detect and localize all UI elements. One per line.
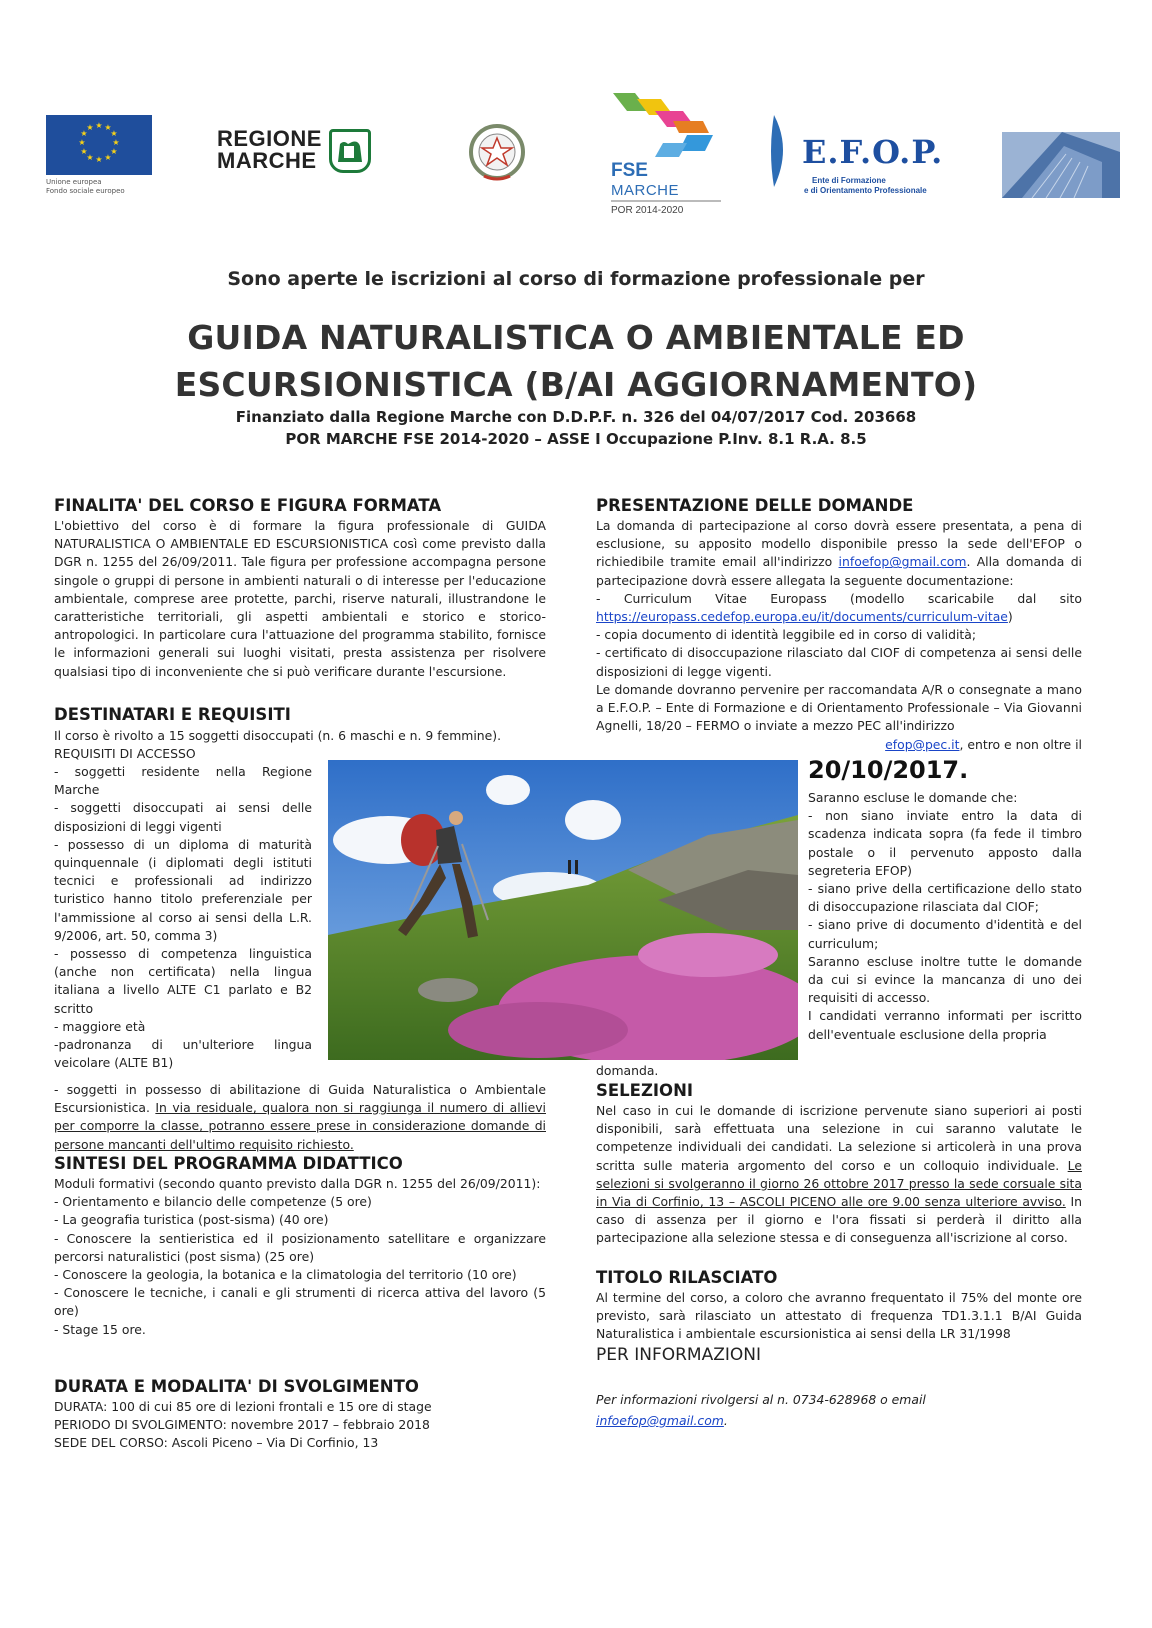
esclusioni-title: Saranno escluse le domande che: (808, 790, 1018, 805)
presentazione-p1-end: . Alla domanda di partecipazione dovrà essere allegata la seguente documentazione: (596, 554, 1082, 588)
presentazione-body (596, 517, 1082, 735)
regione-line2: MARCHE (217, 148, 317, 173)
eu-caption-line2: Fondo sociale europeo (46, 187, 125, 195)
europass-link[interactable]: https://europass.cedefop.europa.eu/it/documents/curriculum-vitae (596, 609, 1008, 625)
durata-body (54, 1398, 554, 1453)
documento-1-close: ) (1007, 609, 1013, 625)
requisiti-title: REQUISITI DI ACCESSO (54, 746, 196, 761)
destinatari-intro: Il corso è rivolto a 15 soggetti disoccupati (n. 6 maschi e n. 9 femmine). (54, 728, 502, 743)
esclusioni-list (808, 789, 1082, 1044)
email-link[interactable]: infoefop@gmail.com (838, 554, 967, 570)
regione-marche-logo (217, 128, 322, 172)
requisito-2: - soggetti disoccupati ai sensi delle disposizioni di leggi vigenti (54, 800, 312, 834)
funding-line2: POR MARCHE FSE 2014-2020 – ASSE I Occupazione P.Inv. 8.1 R.A. 8.5 (285, 430, 867, 448)
requisito-6: -padronanza di un'ulteriore lingua veicolare (ALTE B1) (54, 1037, 312, 1071)
efop-sub2: e di Orientamento Professionale (804, 186, 927, 195)
fse-title: FSE (611, 160, 648, 181)
presentazione-p2: Le domande dovranno pervenire per raccomandata A/R o consegnate a mano a E.F.O.P. – Ente di Formazione e di Orientamento Professionale – Via Giovanni Agnelli, 18/20 – FERMO o inviate a mezzo PEC all'indirizzo (596, 681, 1082, 734)
selezioni-date-note: Le selezioni si svolgeranno il giorno 26 ottobre 2017 presso la sede corsuale sita in Via di Corfinio, 13 – ASCOLI PICENO alle ore 9.00 senza ulteriore avviso. (596, 1157, 1082, 1210)
esclusione-5: I candidati verranno informati per iscritto dell'eventuale esclusione della propria (808, 1008, 1082, 1042)
finalita-text: L'obiettivo del corso è di formare la figura professionale di GUIDA NATURALISTICA O AMBIENTALE ED ESCURSIONISTICA così come previsto dalla DGR n. 1255 del 26/09/2011. Tale figura per professione accompagna persone singole o gruppi di persone in ambienti naturali o di interesse per l'educazione ambientale, comprese aree protette, parchi, riserve naturali, illustrandone le caratteristiche territoriali, gli aspetti ambientali e storico e storico-antropologici. In particolare cura l'attuazione del programma stabilito, fornisce le informazioni generali sui luoghi visitati, presta assistenza per risolvere qualsiasi tipo di inconveniente che si può verificare durante l'escursione. (54, 518, 546, 679)
durata-line2: PERIODO DI SVOLGIMENTO: novembre 2017 – febbraio 2018 (54, 1417, 430, 1433)
pec-line (808, 736, 1082, 754)
esclusione-1: - non siano inviate entro la data di scadenza indicata sopra (fa fede il timbro postale o il pervenuto apposto dalla segreteria EFOP) (808, 808, 1082, 878)
presentazione-p1: La domanda di partecipazione al corso dovrà essere presentata, a pena di esclusione, su apposito modello disponibile presso la sede dell'EFOP o richiedibile tramite email all'indirizzo (596, 518, 1082, 570)
svg-text:★: ★ (95, 155, 103, 164)
building-logo-icon (1002, 132, 1120, 198)
requisito-7-note: In via residuale, qualora non si raggiunga il numero di allievi per comporre la classe, potranno essere prese in considerazione domande di persone mancanti dell'ultimo requisito richiesto. (54, 1100, 546, 1152)
svg-text:★: ★ (80, 147, 88, 156)
course-title-line2: ESCURSIONISTICA (B/AI AGGIORNAMENTO) (174, 365, 978, 404)
documento-2: - copia documento di identità leggibile ed in corso di validità; (596, 627, 977, 643)
esclusione-4: Saranno escluse inoltre tutte le domande da cui si evince la mancanza di uno dei requisiti di accesso. (808, 953, 1082, 1006)
modulo-item: - Conoscere la geologia, la botanica e la climatologia del territorio (10 ore) (54, 1267, 517, 1283)
funding-line1: Finanziato dalla Regione Marche con D.D.P.F. n. 326 del 04/07/2017 Cod. 203668 (235, 408, 917, 426)
durata-heading: DURATA E MODALITA' DI SVOLGIMENTO (54, 1377, 419, 1396)
destinatari-heading: DESTINATARI E REQUISITI (54, 705, 291, 724)
titolo-text: Al termine del corso, a coloro che avranno frequentato il 75% del monte ore previsto, sarà rilasciato un attestato di frequenza TD1.3.1.1 B/AI Guida Naturalistica i ambientale escursionistica ai sensi della LR 31/1998 (596, 1290, 1082, 1342)
requisito-4: - possesso di competenza linguistica (anche non certificata) nella lingua italiana a livello ALTE C1 parlato e B2 scritto (54, 946, 312, 1016)
info-heading: PER INFORMAZIONI (596, 1345, 761, 1365)
efop-name: E.F.O.P. (802, 133, 944, 171)
selezioni-p1: Nel caso in cui le domande di iscrizione pervenute siano superiori ai posti disponibili, sarà effettuata una selezione in cui saranno valutate le competenze individuali dei candidati. La selezione si articolerà in una prova scritta sulle materia argomento del corso e un colloquio individuale. (596, 1103, 1082, 1173)
svg-text:★: ★ (110, 129, 118, 138)
svg-text:★: ★ (104, 153, 112, 162)
svg-text:★: ★ (86, 123, 94, 132)
durata-line3: SEDE DEL CORSO: Ascoli Piceno – Via Di Corfinio, 13 (54, 1435, 379, 1451)
course-title-line1: GUIDA NATURALISTICA O AMBIENTALE ED (187, 318, 965, 357)
requisito-3: - possesso di un diploma di maturità quinquennale (i diplomati degli istituti tecnici e professionali ad indirizzo turistico hanno titolo preferenziale per l'ammissione al corso ai sensi della L.R. 9/2006, art. 50, comma 3) (54, 836, 312, 943)
requisito-7 (54, 1081, 546, 1154)
esclusione-2: - siano prive della certificazione dello stato di disoccupazione rilasciata dal CIOF; (808, 881, 1082, 915)
svg-text:★: ★ (80, 129, 88, 138)
regione-marche-shield-icon (329, 129, 371, 173)
titolo-heading: TITOLO RILASCIATO (596, 1268, 778, 1287)
modulo-item: - Stage 15 ore. (54, 1321, 146, 1337)
requisito-7-text: - soggetti in possesso di abilitazione di Guida Naturalistica o Ambientale Escursionistica. (54, 1082, 546, 1116)
svg-text:★: ★ (110, 147, 118, 156)
info-text (596, 1389, 1016, 1431)
fse-period: POR 2014-2020 (611, 205, 684, 216)
svg-text:★: ★ (78, 138, 86, 147)
requisito-1: - soggetti residente nella Regione Marche (54, 764, 312, 798)
modulo-item: - Conoscere le tecniche, i canali e gli strumenti di ricerca attiva del lavoro (5 ore) (54, 1285, 546, 1319)
presentazione-heading: PRESENTAZIONE DELLE DOMANDE (596, 496, 914, 515)
intro-line: Sono aperte le iscrizioni al corso di formazione professionale per (227, 268, 925, 290)
info-contact: Per informazioni rivolgersi al n. 0734-628968 o email (596, 1392, 926, 1407)
modulo-item: - La geografia turistica (post-sisma) (40 ore) (54, 1212, 329, 1228)
requisiti-list (54, 763, 312, 1072)
sintesi-heading: SINTESI DEL PROGRAMMA DIDATTICO (54, 1154, 403, 1173)
modulo-item: - Orientamento e bilancio delle competenze (5 ore) (54, 1194, 372, 1210)
selezioni-body (596, 1102, 1082, 1248)
documento-3: - certificato di disoccupazione rilasciato dal CIOF di competenza ai sensi delle disposizioni di legge vigenti. (596, 645, 1082, 679)
efop-logo-icon (770, 113, 796, 189)
info-email-link[interactable]: infoefop@gmail.com (596, 1413, 724, 1428)
requisito-5: - maggiore età (54, 1018, 146, 1034)
pec-link[interactable]: efop@pec.it (885, 737, 960, 752)
fse-divider (611, 200, 721, 202)
esclusione-3: - siano prive di documento d'identità e del curriculum; (808, 917, 1082, 951)
italian-republic-emblem-icon (462, 120, 532, 186)
eu-caption-line1: Unione europea (46, 178, 102, 186)
selezioni-heading: SELEZIONI (596, 1081, 694, 1100)
eu-flag-icon (46, 115, 152, 175)
sintesi-intro: Moduli formativi (secondo quanto previsto dalla DGR n. 1255 del 26/09/2011): (54, 1176, 541, 1191)
fse-region: MARCHE (611, 182, 680, 199)
finalita-heading: FINALITA' DEL CORSO E FIGURA FORMATA (54, 496, 442, 515)
info-end: . (723, 1413, 728, 1428)
selezioni-p2: In caso di assenza per il giorno e l'ora fissati si perderà il diritto alla partecipazione alla selezione stessa e di conseguenza all'iscrizione al corso. (596, 1194, 1082, 1246)
modulo-item: - Conoscere la sentieristica ed il posizionamento satellitare e organizzare percorsi naturalistici (post sisma) (25 ore) (54, 1230, 546, 1264)
eu-caption (46, 178, 166, 196)
regione-line1: REGIONE (217, 126, 322, 151)
durata-line1: DURATA: 100 di cui 85 ore di lezioni frontali e 15 ore di stage (54, 1399, 432, 1414)
deadline-date: 20/10/2017. (808, 756, 969, 784)
svg-text:★: ★ (95, 121, 103, 130)
sintesi-body (54, 1175, 546, 1339)
svg-text:★: ★ (104, 123, 112, 132)
efop-sub1: Ente di Formazione (812, 176, 886, 185)
esclusione-5-end: domanda. (596, 1063, 659, 1078)
documento-1: - Curriculum Vitae Europass (modello scaricabile dal sito (596, 590, 1082, 606)
hiker-mountain-photo (328, 760, 798, 1060)
pec-line-end: , entro e non oltre il (959, 737, 1082, 752)
svg-text:★: ★ (112, 138, 120, 147)
svg-text:★: ★ (86, 153, 94, 162)
